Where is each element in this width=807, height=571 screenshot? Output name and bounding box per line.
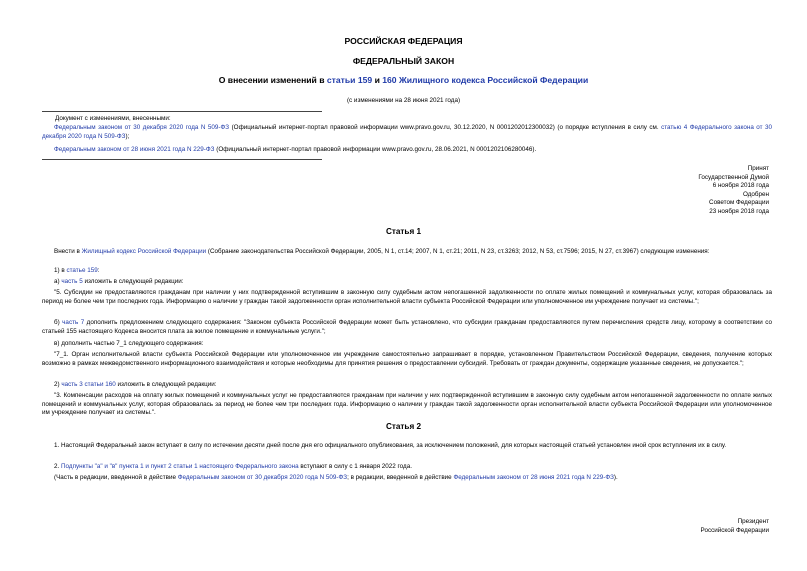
link-law-509-article-4[interactable]: статью 4 Федерального закона от 30 декабря 2020 года N 509-ФЗ [42,124,773,140]
item-1-colon: : [97,267,100,274]
intro-text: Внести в [54,248,82,255]
item-b-text: б) [54,319,63,326]
country-heading: РОССИЙСКАЯ ФЕДЕРАЦИЯ [344,36,463,46]
edition-note: (с изменениями на 28 июня 2021 года) [346,97,461,104]
adopted-label: Принят [747,165,769,172]
divider-bottom [42,159,322,160]
adopted-date: 6 ноября 2018 года [712,182,769,190]
item-2-text: 2) [54,381,62,388]
quote-part-3-text: "3. Компенсации расходов на оплату жилых помещений и коммунальных услуг не предоставляются гражданам при наличии у них подтвержденной вступившим в законную силу судебным актом непогашенной задолженности по оплате жилых помещений и коммунальных услуг, которая образовалась за период не более чем три последних года. Информацию о наличии у граждан такой задолженности орган исполнительной власти субъекта Российской Федерации или уполномоченное им учреждение получает из системы.". [42,392,772,417]
approved-label: Одобрен [742,190,769,198]
article-2-part-1-text: 1. Настоящий Федеральный закон вступает в силу по истечении десяти дней после дня его официального опубликования, за исключением положений, для которых настоящей статьей установлен иной срок вступления их в силу. [54,442,727,449]
item-v-text: в) дополнить частью 7_1 следующего содержания: [54,340,204,347]
note-pre: (Часть в редакции, введенной в действие [54,474,178,481]
article-1-item-2 [42,381,772,390]
quote-part-5-text: "5. Субсидии не предоставляются гражданам при наличии у них подтвержденной вступившим в законную силу судебным актом непогашенной задолженности по оплате жилых помещений и коммунальных услуг, которая образовалась за период не более чем три последних года. Информацию о наличии у граждан такой задолженности орган исполнительной власти субъекта Российской Федерации или уполномоченное им учреждение получает из системы."; [42,289,772,305]
note-end: ). [613,474,618,481]
article-1-intro [42,248,772,257]
part-2-num: 2. [54,463,62,470]
adoption-block [698,165,769,217]
changes-item-1-end: ); [125,132,130,140]
item-1-text: 1) в [54,267,67,274]
changes-item-1-text: (Официальный интернет-портал правовой информации www.pravo.gov.ru, 30.12.2020, N 0001202012300032) (о порядке вступления в силу см. [229,124,662,131]
signature-country: Российской Федерации [700,526,769,534]
law-type-heading: ФЕДЕРАЛЬНЫЙ ЗАКОН [352,56,455,66]
approved-date: 23 ноября 2018 года [709,207,769,215]
changes-intro: Документ с изменениями, внесенными: [55,115,171,122]
adopted-body: Государственной Думой [698,173,769,181]
changes-item-2 [42,146,772,155]
law-title [0,76,807,85]
title-text: О внесении изменений в [218,75,327,85]
link-part-5[interactable]: часть 5 [61,278,83,285]
link-subitems[interactable]: Подпункты "а" и "в" пункта 1 и пункт 2 статьи 1 настоящего Федерального закона [61,463,299,470]
note-link-law-229[interactable]: Федеральным законом от 28 июня 2021 года N 229-ФЗ [453,474,614,481]
link-article-159[interactable]: статье 159 [66,267,98,274]
quote-part-5 [42,289,772,306]
divider-top [42,111,322,112]
changes-item-2-text: (Официальный интернет-портал правовой информации www.pravo.gov.ru, 28.06.2021, N 0001202106280046). [214,146,537,153]
link-part-7[interactable]: часть 7 [62,319,85,326]
article-1-item-b [42,319,772,336]
approved-body: Советом Федерации [709,199,769,207]
link-law-509[interactable]: Федеральным законом от 30 декабря 2020 года N 509-ФЗ [54,124,230,131]
item-a-post: изложить в следующей редакции: [82,278,184,285]
changes-block [55,115,770,124]
item-2-post: изложить в следующей редакции: [115,381,217,388]
article-2-part-2 [42,463,772,472]
article-1-item-1 [42,267,772,276]
title-text-and: и [372,75,383,85]
link-part-3-article-160[interactable]: часть 3 статьи 160 [61,381,116,388]
article-1-item-a [42,278,772,287]
article-1-item-v [42,340,772,349]
title-link-article-159[interactable]: статьи 159 [326,75,373,85]
note-link-law-509[interactable]: Федеральным законом от 30 декабря 2020 года N 509-ФЗ [177,474,348,481]
item-b-post: дополнить предложением следующего содержания: "Законом субъекта Российской Федерации может быть установлено, что субсидии гражданам предоставляются путем перечисления средств лицу, которому в соответствии со статьей 155 настоящего Кодекса вносится плата за жилое помещение и коммунальные услуги."; [42,319,772,335]
item-a-text: а) [54,278,62,285]
article-1-heading: Статья 1 [385,227,422,236]
article-2-heading: Статья 2 [385,422,422,431]
signature-title: Президент [737,518,769,525]
signature-block [701,518,769,535]
quote-part-7-1 [42,351,772,368]
changes-item-1 [42,124,772,141]
intro-text-post: (Собрание законодательства Российской Федерации, 2005, N 1, ст.14; 2007, N 1, ст.21; 2011, N 23, ст.3263; 2012, N 53, ст.7596; 2015, N 27, ст.3967) следующие изменения: [206,248,710,255]
quote-part-7-1-text: "7_1. Орган исполнительной власти субъекта Российской Федерации или уполномоченное им учреждение самостоятельно запрашивает в порядке, установленном Правительством Российской Федерации, сведения, получение которых возможно в рамках межведомственного информационного взаимодействия и которые необходимы для принятия решения о предоставлении субсидий. Требовать от граждан документы, содержащие указанные сведения, не допускается."; [42,351,772,367]
article-2-part-1 [42,442,772,451]
article-2-note [42,474,772,483]
quote-part-3 [42,392,772,418]
note-mid: ; в редакции, введенной в действие [347,474,454,481]
link-law-229[interactable]: Федеральным законом от 28 июня 2021 года N 229-ФЗ [54,146,215,153]
title-link-article-160[interactable]: 160 Жилищного кодекса Российской Федерации [382,75,589,85]
link-housing-code[interactable]: Жилищный кодекс Российской Федерации [81,248,207,255]
part-2-post: вступают в силу с 1 января 2022 года. [298,463,412,470]
